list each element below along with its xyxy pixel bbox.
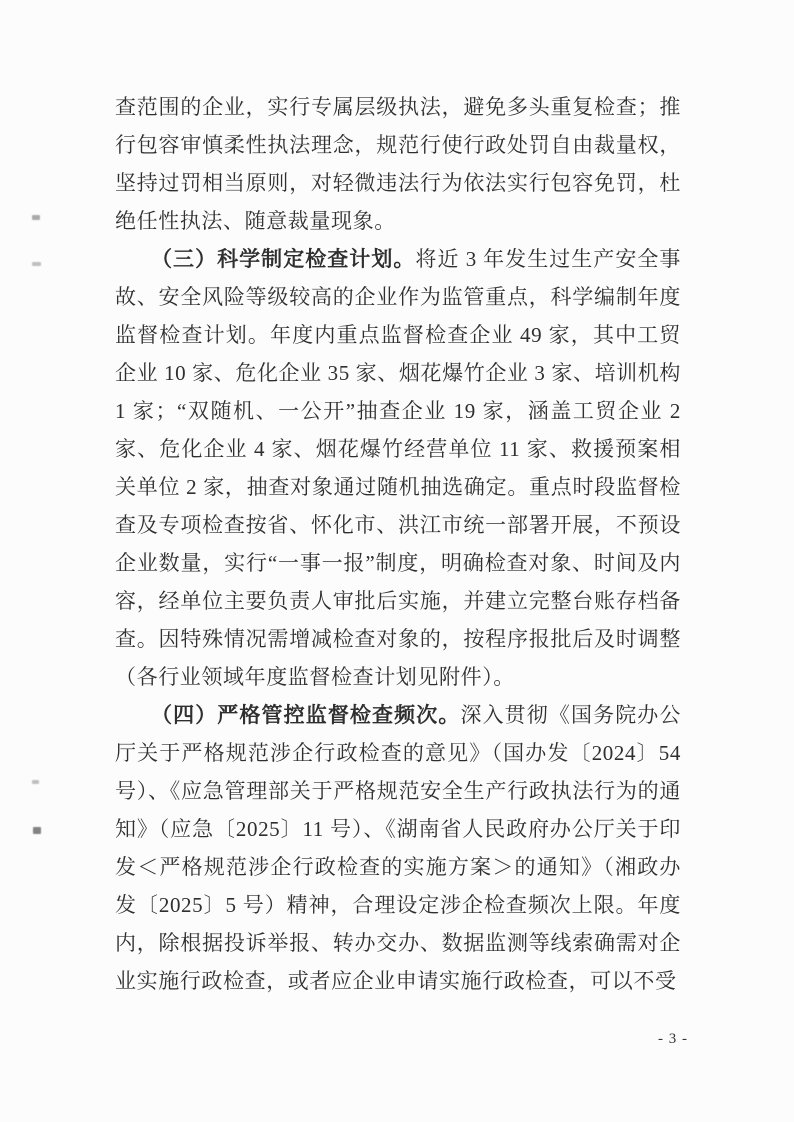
scan-smudge [32,215,40,220]
page-number: - 3 - [658,1031,688,1047]
paragraph-text: 深入贯彻《国务院办公厅关于严格规范涉企行政检查的意见》（国办发〔2024〕54 号）、《应急管理部关于严格规范安全生产行政执法行为的通知》（应急〔2025〕11 号）、《湖南省人民政府办公厅关于印发＜严格规范涉企行政检查的实施方案＞的通知》（湘政办发〔2025〕5 号）精神，合理设定涉企检查频次上限。年度内，除根据投诉举报、转办交办、数据监测等线索确需对企业实施行政检查，或者应企业申请实施行政检查，可以不受 [115,703,682,993]
scan-smudge [32,262,41,266]
paragraph-continuation [115,88,681,240]
paragraph-text: 将近 3 年发生过生产安全事故、安全风险等级较高的企业作为监管重点，科学编制年度监督检查计划。年度内重点监督检查企业 49 家，其中工贸企业 10 家、危化企业 35 家、烟花爆竹企业 3 家、培训机构 1 家；“双随机、一公开”抽查企业 19 家，涵盖工贸企业 2 家、危化企业 4 家、烟花爆竹经营单位 11 家、救援预案相关单位 2 家，抽查对象通过随机抽选确定。重点时段监督检查及专项检查按省、怀化市、洪江市统一部署开展，不预设企业数量，实行“一事一报”制度，明确检查对象、时间及内容，经单位主要负责人审批后实施，并建立完整台账存档备查。因特殊情况需增减检查对象的，按程序报批后及时调整（各行业领域年度监督检查计划见附件）。 [115,247,682,689]
scan-smudge [33,827,41,834]
paragraph-section-3 [115,240,681,696]
body-text [115,88,681,1000]
section-heading: （三）科学制定检查计划。 [151,247,416,271]
section-heading: （四）严格管控监督检查频次。 [151,703,461,727]
paragraph-section-4 [115,696,681,1000]
paragraph-text: 查范围的企业，实行专属层级执法，避免多头重复检查；推行包容审慎柔性执法理念，规范行使行政处罚自由裁量权，坚持过罚相当原则，对轻微违法行为依法实行包容免罚，杜绝任性执法、随意裁量现象。 [115,95,681,233]
scan-smudge [32,780,39,784]
